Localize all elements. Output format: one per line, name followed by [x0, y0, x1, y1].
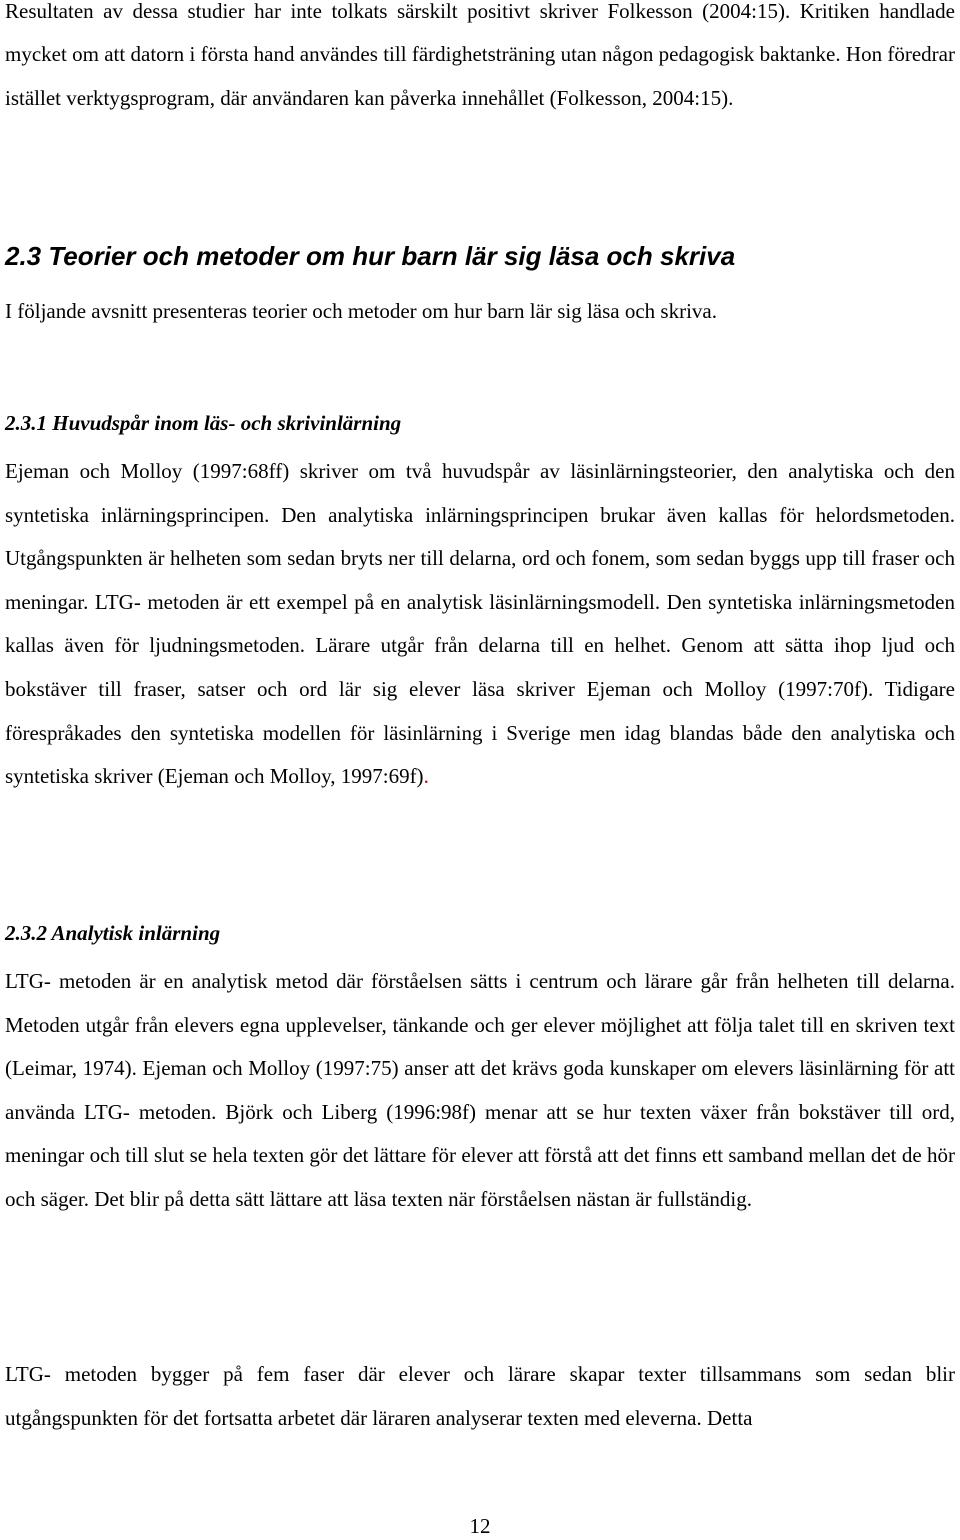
paragraph-huvudspar [5, 450, 955, 799]
subsection-heading-huvudspar: 2.3.1 Huvudspår inom läs- och skrivinlärning [5, 411, 402, 435]
paragraph-section-intro: I följande avsnitt presenteras teorier och metoder om hur barn lär sig läsa och skriva. [5, 299, 718, 323]
document-page [5, 0, 955, 1537]
page-number: 12 [469, 1514, 491, 1538]
paragraph-intro: Resultaten av dessa studier har inte tolkats särskilt positivt skriver Folkesson (2004:15). Kritiken handlade mycket om att datorn i första hand användes till färdighetsträning utan någon pedagogisk baktanke. Hon föredrar istället verktygsprogram, där användaren kan påverka innehållet (Folkesson, 2004:15). [5, 0, 955, 110]
subsection-heading-analytisk: 2.3.2 Analytisk inlärning [5, 921, 221, 945]
section-heading: 2.3 Teorier och metoder om hur barn lär sig läsa och skriva [5, 241, 736, 271]
paragraph-huvudspar-end: . [423, 764, 429, 789]
paragraph-analytisk: LTG- metoden är en analytisk metod där förståelsen sätts i centrum och lärare går från helheten till delarna. Metoden utgår från elevers egna upplevelser, tänkande och ger elever möjlighet att följa talet till en skriven text (Leimar, 1974). Ejeman och Molloy (1997:75) anser att det krävs goda kunskaper om elevers läsinlärning för att använda LTG- metoden. Björk och Liberg (1996:98f) menar att se hur texten växer från bokstäver till ord, meningar och till slut se hela texten gör det lättare för elever att förstå att det finns ett samband mellan det de hör och säger. Det blir på detta sätt lättare att läsa texten när förståelsen nästan är fullständig. [5, 969, 955, 1211]
paragraph-huvudspar-text: Ejeman och Molloy (1997:68ff) skriver om två huvudspår av läsinlärningsteorier, den analytiska och den syntetiska inlärningsprincipen. Den analytiska inlärningsprincipen brukar även kallas för helordsmetoden. Utgångspunkten är helheten som sedan bryts ner till delarna, ord och fonem, som sedan byggs upp till fraser och meningar. LTG- metoden är ett exempel på en analytisk läsinlärningsmodell. Den syntetiska inlärningsmetoden kallas även för ljudningsmetoden. Lärare utgår från delarna till en helhet. Genom att sätta ihop ljud och bokstäver till fraser, satser och ord lär sig elever läsa skriver Ejeman och Molloy (1997:70f). Tidigare förespråkades den syntetiska modellen för läsinlärning i Sverige men idag blandas både den analytiska och syntetiska skriver (Ejeman och Molloy, 1997:69f) [5, 459, 955, 789]
paragraph-ltg-faser: LTG- metoden bygger på fem faser där elever och lärare skapar texter tillsammans som sedan blir utgångspunkten för det fortsatta arbetet där läraren analyserar texten med eleverna. Detta [5, 1362, 955, 1430]
